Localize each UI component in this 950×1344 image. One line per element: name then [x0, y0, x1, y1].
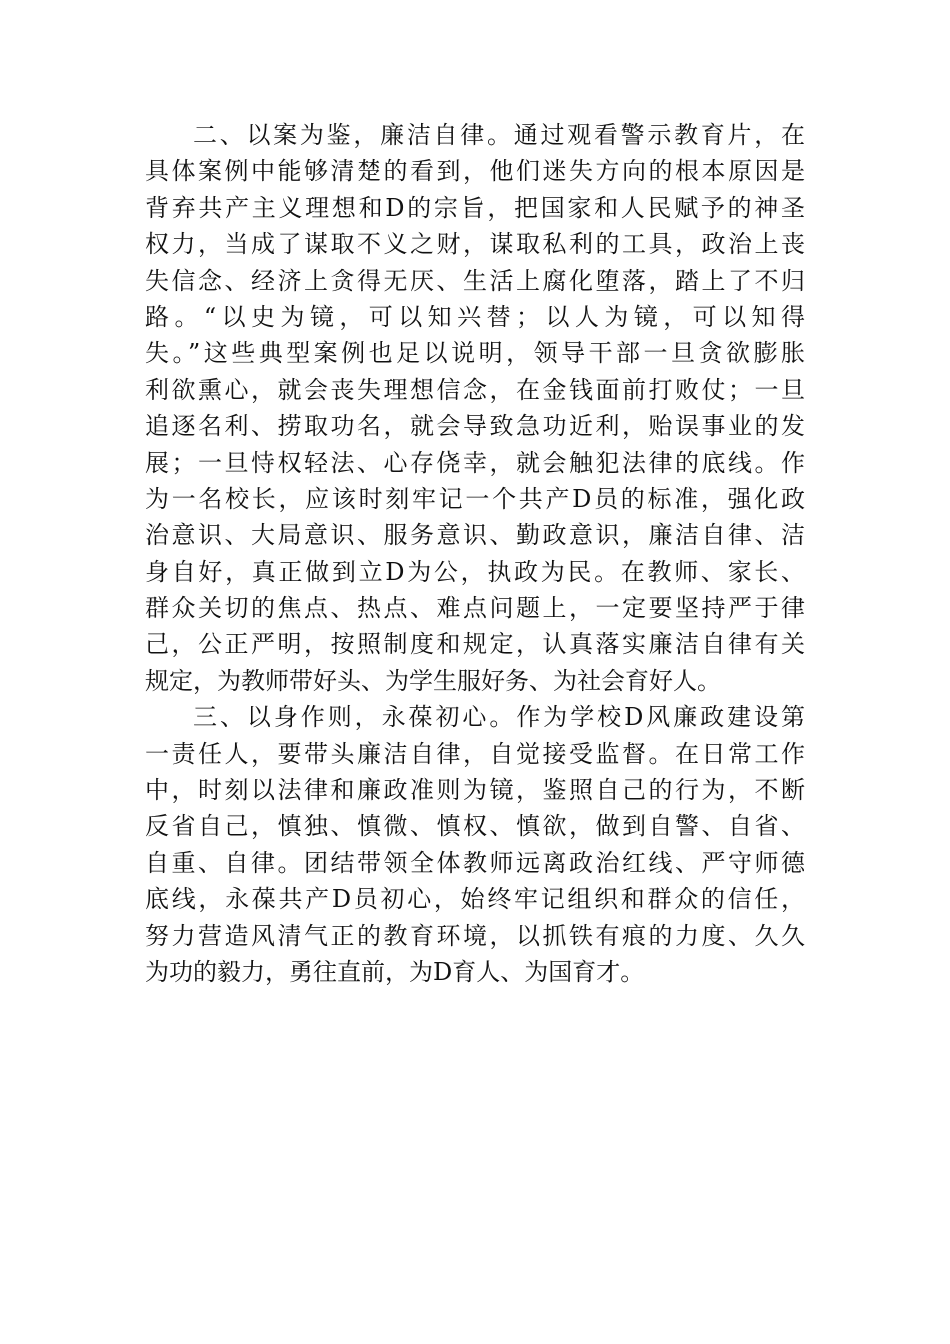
paragraph-line: 为一名校长，应该时刻牢记一个共产D员的标准，强化政	[145, 484, 805, 513]
paragraph-line: 失。”这些典型案例也足以说明，领导干部一旦贪欲膨胀	[145, 339, 805, 368]
document-body	[145, 117, 805, 990]
paragraph-line: 身自好，真正做到立D为公，执政为民。在教师、家长、	[145, 557, 805, 586]
paragraph-line: 规定，为教师带好头、为学生服好务、为社会育好人。	[145, 666, 721, 695]
paragraph-3	[145, 699, 805, 990]
paragraph-line: 展；一旦恃权轻法、心存侥幸，就会触犯法律的底线。作	[145, 448, 805, 477]
paragraph-line: 群众关切的焦点、热点、难点问题上，一定要坚持严于律	[145, 594, 805, 623]
paragraph-line: 努力营造风清气正的教育环境，以抓铁有痕的力度、久久	[145, 921, 805, 950]
paragraph-line: 底线，永葆共产D员初心，始终牢记组织和群众的信任，	[145, 885, 805, 914]
paragraph-line: 反省自己，慎独、慎微、慎权、慎欲，做到自警、自省、	[145, 812, 805, 841]
paragraph-line: 二、以案为鉴，廉洁自律。通过观看警示教育片，在	[193, 121, 805, 149]
paragraph-line: 具体案例中能够清楚的看到，他们迷失方向的根本原因是	[145, 157, 805, 186]
paragraph-line: 己，公正严明，按照制度和规定，认真落实廉洁自律有关	[145, 630, 805, 659]
paragraph-2	[145, 117, 805, 699]
paragraph-line: 治意识、大局意识、服务意识、勤政意识，廉洁自律、洁	[145, 521, 805, 550]
paragraph-line: 失信念、经济上贪得无厌、生活上腐化堕落，踏上了不归	[145, 266, 805, 295]
paragraph-line: 一责任人，要带头廉洁自律，自觉接受监督。在日常工作	[145, 739, 805, 768]
paragraph-line: 追逐名利、捞取功名，就会导致急功近利，贻误事业的发	[145, 412, 805, 441]
paragraph-line: 背弃共产主义理想和D的宗旨，把国家和人民赋予的神圣	[145, 193, 805, 222]
paragraph-line: 自重、自律。团结带领全体教师远离政治红线、严守师德	[145, 848, 805, 877]
paragraph-line: 为功的毅力，勇往直前，为D育人、为国育才。	[145, 957, 645, 986]
paragraph-line: 路。“以史为镜，可以知兴替；以人为镜，可以知得	[145, 302, 805, 331]
paragraph-line: 三、以身作则，永葆初心。作为学校D风廉政建设第	[193, 703, 805, 732]
paragraph-line: 中，时刻以法律和廉政准则为镜，鉴照自己的行为，不断	[145, 776, 805, 805]
paragraph-line: 权力，当成了谋取不义之财，谋取私利的工具，政治上丧	[145, 230, 805, 259]
paragraph-line: 利欲熏心，就会丧失理想信念，在金钱面前打败仗；一旦	[145, 375, 805, 404]
